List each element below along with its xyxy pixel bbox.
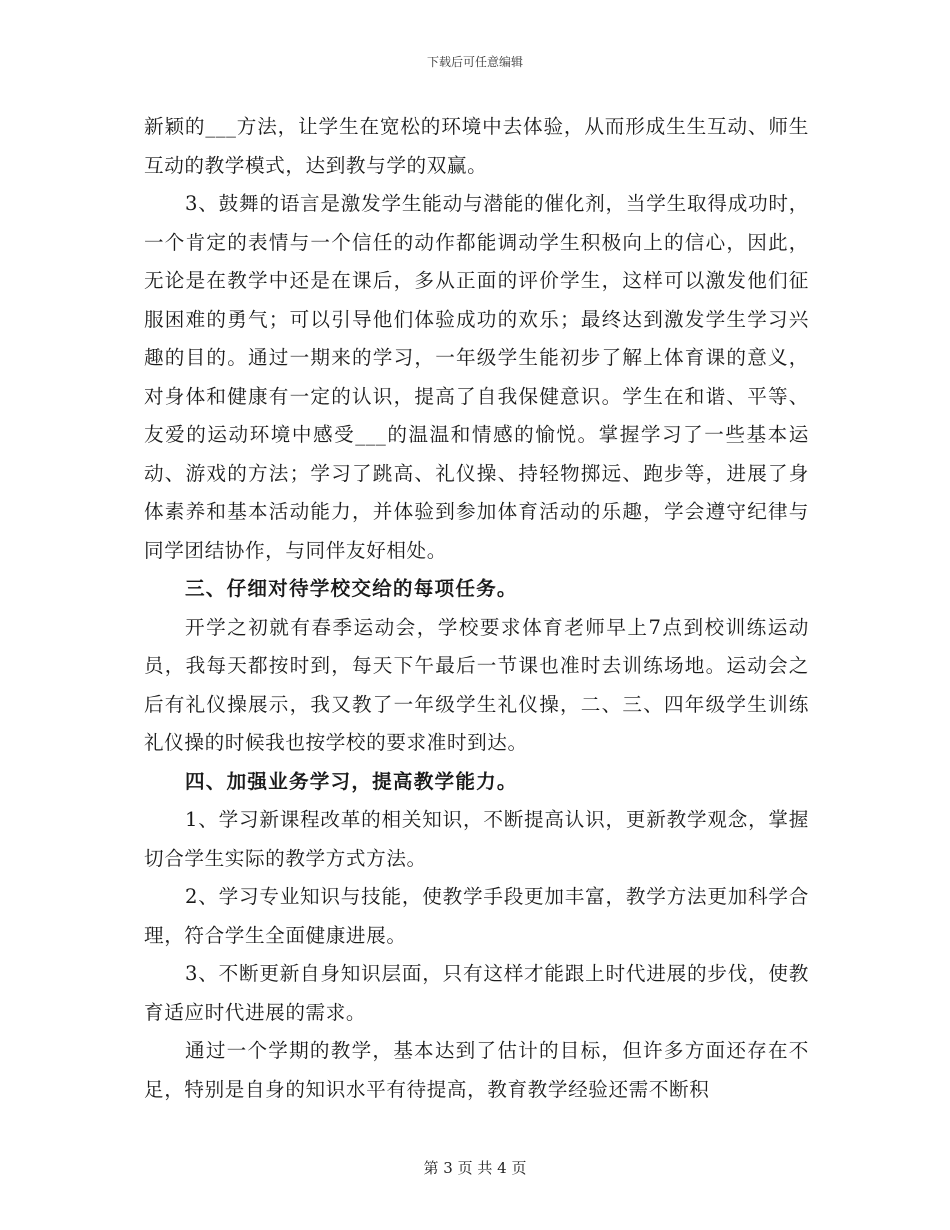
document-body bbox=[144, 108, 809, 1109]
paragraph: 新颖的___方法，让学生在宽松的环境中去体验，从而形成生生互动、师生互动的教学模式，达到教与学的双赢。 bbox=[144, 115, 809, 177]
paragraph: 3、鼓舞的语言是激发学生能动与潜能的催化剂，当学生取得成功时，一个肯定的表情与一个信任的动作都能调动学生积极向上的信心，因此，无论是在教学中还是在课后，多从正面的评价学生，这样可以激发他们征服困难的勇气；可以引导他们体验成功的欢乐；最终达到激发学生学习兴趣的目的。通过一期来的学习，一年级学生能初步了解上体育课的意义，对身体和健康有一定的认识，提高了自我保健意识。学生在和谐、平等、友爱的运动环境中感受___的温温和情感的愉悦。掌握学习了一些基本运动、游戏的方法；学习了跳高、礼仪操、持轻物掷远、跑步等，进展了身体素养和基本活动能力，并体验到参加体育活动的乐趣，学会遵守纪律与同学团结协作，与同伴友好相处。 bbox=[144, 192, 809, 562]
paragraph: 通过一个学期的教学，基本达到了估计的目标，但许多方面还存在不足，特别是自身的知识水平有待提高，教育教学经验还需不断积 bbox=[144, 1039, 809, 1101]
paragraph: 1、学习新课程改革的相关知识，不断提高认识，更新教学观念，掌握切合学生实际的教学方式方法。 bbox=[144, 808, 809, 870]
page-header: 下载后可任意编辑 bbox=[426, 55, 523, 69]
page-footer: 第 3 页 共 4 页 bbox=[423, 1159, 527, 1177]
paragraph: 2、学习专业知识与技能，使教学手段更加丰富，教学方法更加科学合理，符合学生全面健康进展。 bbox=[144, 885, 809, 947]
paragraph: 开学之初就有春季运动会，学校要求体育老师早上7点到校训练运动员，我每天都按时到，每天下午最后一节课也准时去训练场地。运动会之后有礼仪操展示，我又教了一年级学生礼仪操，二、三、四年级学生训练礼仪操的时候我也按学校的要求准时到达。 bbox=[144, 615, 809, 754]
section-heading: 三、仔细对待学校交给的每项任务。 bbox=[185, 577, 518, 600]
section-heading: 四、加强业务学习，提高教学能力。 bbox=[185, 769, 518, 793]
paragraph: 3、不断更新自身知识层面，只有这样才能跟上时代进展的步伐，使教育适应时代进展的需求。 bbox=[144, 962, 809, 1024]
